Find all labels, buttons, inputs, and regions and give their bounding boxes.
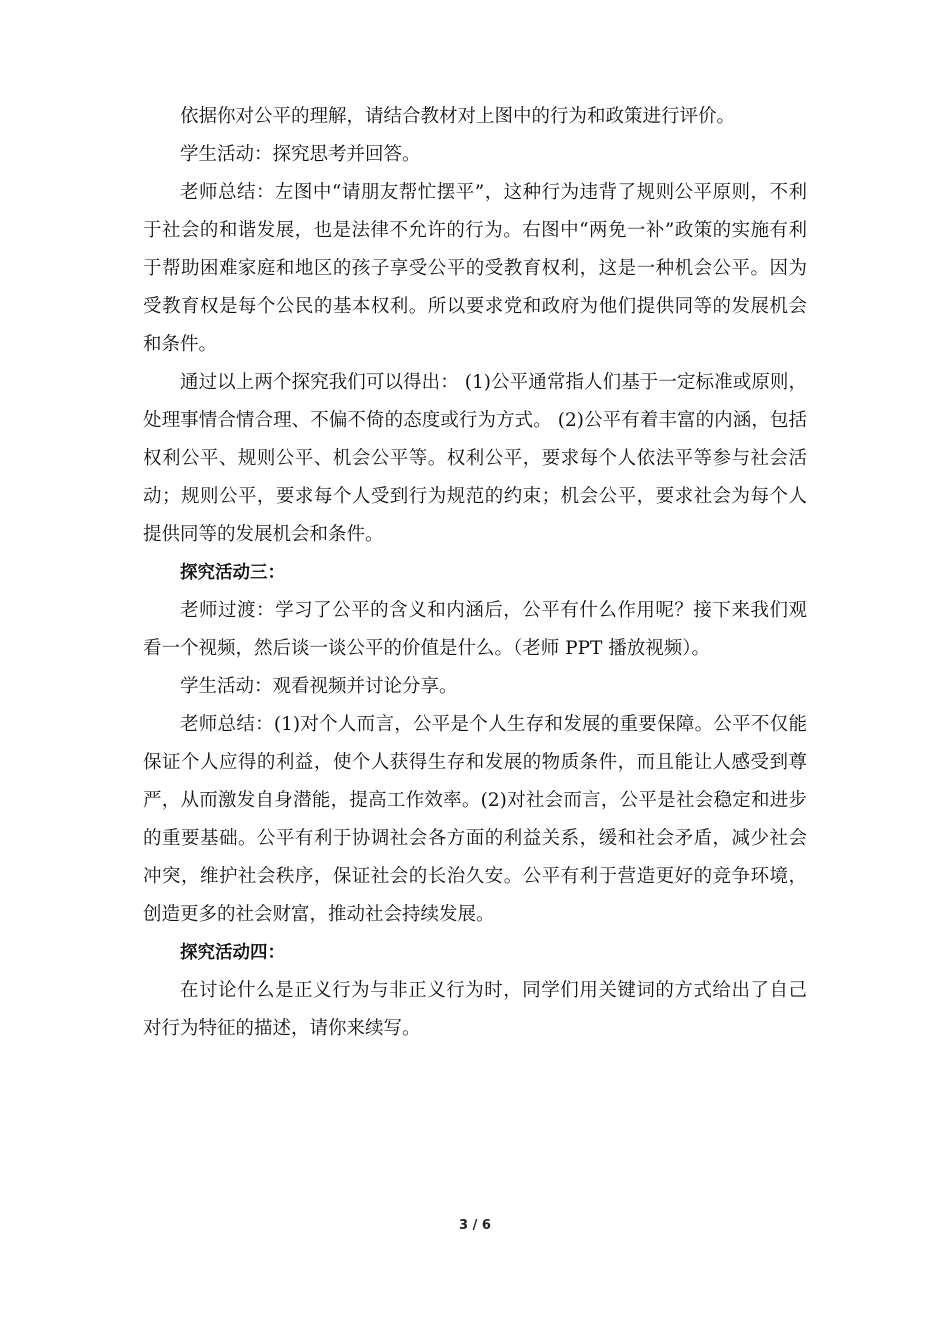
heading-activity-four: 探究活动四： <box>180 943 285 963</box>
paragraph-student-activity-1: 学生活动：探究思考并回答。 <box>180 144 421 165</box>
paragraph-student-activity-2: 学生活动：观看视频并讨论分享。 <box>180 676 458 697</box>
paragraph-conclusion: 通过以上两个探究我们可以得出： (1)公平通常指人们基于一定标准或原则，处理事情合情合理、不偏不倚的态度或行为方式。 (2)公平有着丰富的内涵，包括权利公平、规则公平、机会公平等。权利公平，要求每个人依法平等参与社会活动；规则公平，要求每个人受到行为规范的约束；机会公平，要求社会为每个人提供同等的发展机会和条件。 <box>143 372 807 545</box>
paragraph-discussion-prompt: 在讨论什么是正义行为与非正义行为时，同学们用关键词的方式给出了自己对行为特征的描述，请你来续写。 <box>143 980 807 1039</box>
heading-activity-three: 探究活动三： <box>180 563 285 583</box>
paragraph-evaluation-prompt: 依据你对公平的理解，请结合教材对上图中的行为和政策进行评价。 <box>180 106 736 127</box>
page-number: 3 / 6 <box>459 1218 491 1233</box>
document-body <box>143 98 807 1048</box>
paragraph-teacher-summary-1: 老师总结：左图中“请朋友帮忙摆平”，这种行为违背了规则公平原则，不利于社会的和谐发展，也是法律不允许的行为。右图中“两免一补”政策的实施有利于帮助困难家庭和地区的孩子享受公平的受教育权利，这是一种机会公平。因为受教育权是每个公民的基本权利。所以要求党和政府为他们提供同等的发展机会和条件。 <box>143 182 807 355</box>
paragraph-teacher-summary-2: 老师总结：(1)对个人而言，公平是个人生存和发展的重要保障。公平不仅能保证个人应得的利益，使个人获得生存和发展的物质条件，而且能让人感受到尊严，从而激发自身潜能，提高工作效率。(2)对社会而言，公平是社会稳定和进步的重要基础。公平有利于协调社会各方面的利益关系，缓和社会矛盾，减少社会冲突，维护社会秩序，保证社会的长治久安。公平有利于营造更好的竞争环境，创造更多的社会财富，推动社会持续发展。 <box>143 714 807 925</box>
paragraph-teacher-transition: 老师过渡：学习了公平的含义和内涵后，公平有什么作用呢？接下来我们观看一个视频，然后谈一谈公平的价值是什么。（老师 PPT 播放视频）。 <box>143 600 807 659</box>
